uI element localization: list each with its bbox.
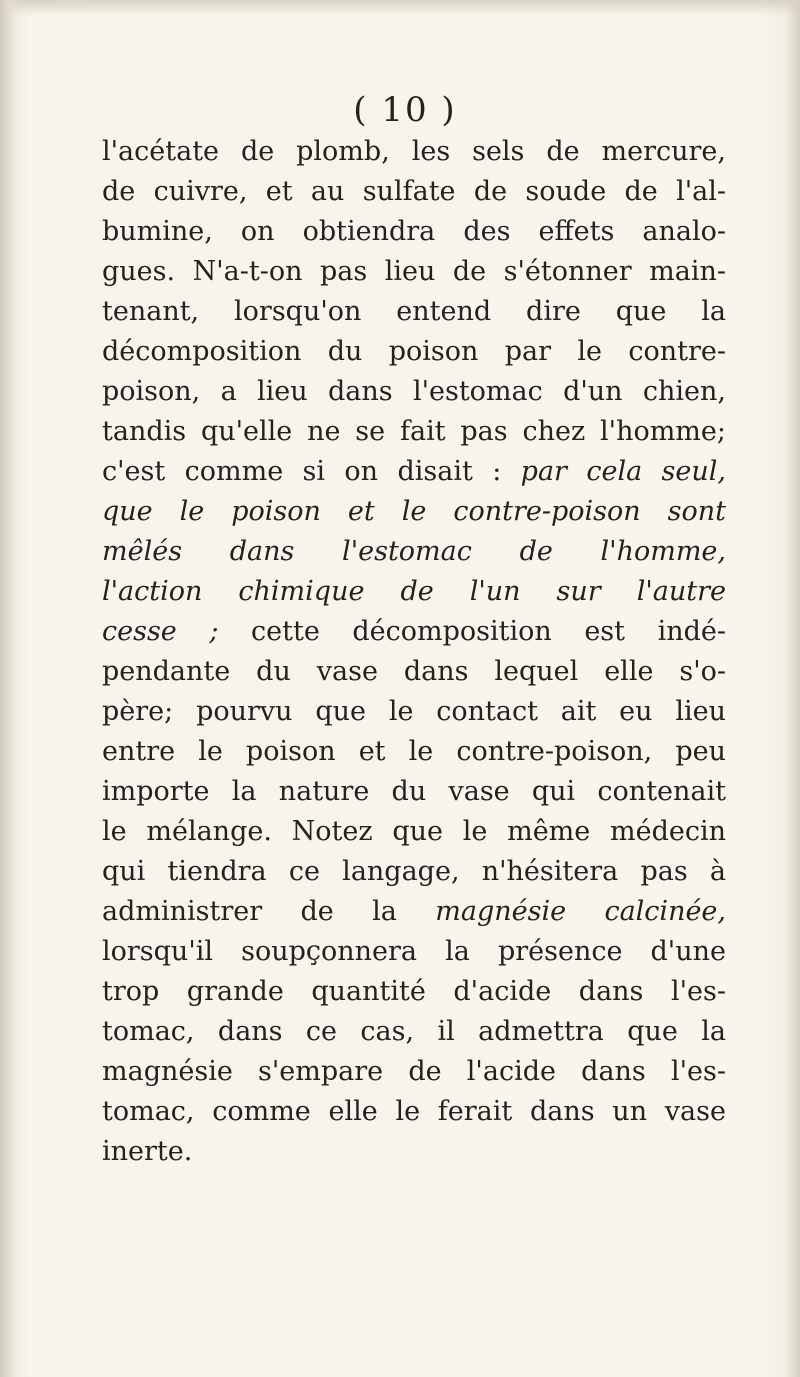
text-line: entre le poison et le contre-poison, peu	[102, 736, 726, 767]
text-line: tenant, lorsqu'on entend dire que la	[102, 296, 726, 327]
italic-text: que le poison et le contre-poison sont	[102, 496, 726, 527]
text-line: bumine, on obtiendra des effets analo-	[102, 216, 726, 247]
italic-text: mêlés dans l'estomac de l'homme,	[102, 536, 726, 567]
text-line: importe la nature du vase qui contenait	[102, 776, 726, 807]
text-line: pendante du vase dans lequel elle s'o-	[102, 656, 726, 687]
text-line: cesse ; cette décomposition est indé-	[102, 616, 726, 647]
italic-text: magnésie calcinée,	[435, 896, 726, 927]
text-line: décomposition du poison par le contre-	[102, 336, 726, 367]
text-line: magnésie s'empare de l'acide dans l'es-	[102, 1056, 726, 1087]
italic-text: l'action chimique de l'un sur l'autre	[102, 576, 726, 607]
page-left-edge	[0, 0, 18, 1377]
text-line: trop grande quantité d'acide dans l'es-	[102, 976, 726, 1007]
text-line: tomac, comme elle le ferait dans un vase	[102, 1096, 726, 1127]
text-line: le mélange. Notez que le même médecin	[102, 816, 726, 847]
text-line: lorsqu'il soupçonnera la présence d'une	[102, 936, 726, 967]
text-line: administrer de la magnésie calcinée,	[102, 896, 726, 927]
italic-text: par cela seul,	[520, 456, 726, 487]
text-line: poison, a lieu dans l'estomac d'un chien,	[102, 376, 726, 407]
text-line: gues. N'a-t-on pas lieu de s'étonner main-	[102, 256, 726, 287]
italic-text: cesse ;	[102, 616, 219, 647]
text-line: c'est comme si on disait : par cela seul,	[102, 456, 726, 487]
text-line: tandis qu'elle ne se fait pas chez l'homme;	[102, 416, 726, 447]
text-line: père; pourvu que le contact ait eu lieu	[102, 696, 726, 727]
text-line: tomac, dans ce cas, il admettra que la	[102, 1016, 726, 1047]
text-line: inerte.	[102, 1136, 193, 1167]
page-top-shadow	[0, 0, 800, 16]
text-line: qui tiendra ce langage, n'hésitera pas à	[102, 856, 726, 887]
page-right-edge	[786, 0, 800, 1377]
page-number: ( 10 )	[353, 90, 457, 130]
text-line: de cuivre, et au sulfate de soude de l'al-	[102, 176, 726, 207]
text-line: l'acétate de plomb, les sels de mercure,	[102, 136, 726, 167]
